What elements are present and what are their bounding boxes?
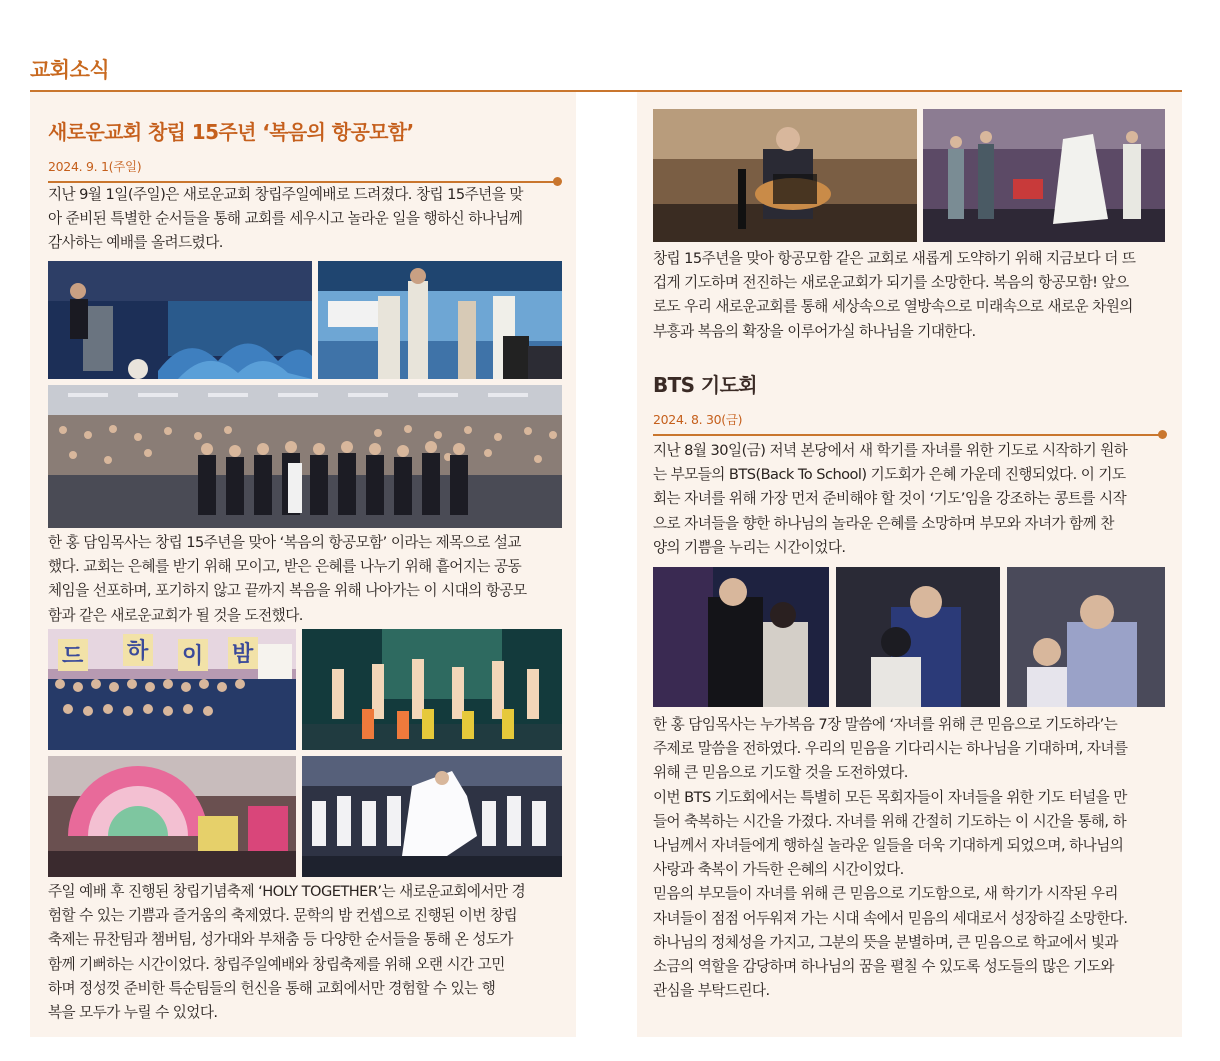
photo-skit-performers — [318, 261, 562, 379]
svg-text:이: 이 — [182, 644, 204, 669]
article-paragraph: 창립 15주년을 맞아 항공모함 같은 교회로 새롭게 도약하기 위해 지금보다 더 뜨 겁게 기도하며 전진하는 새로운교회가 되기를 소망한다. 복음의 항공모함! 앞으 로도 우리 새로운교회를 통해 세상속으로 열방속으로 미래속으로 새로운 차원의 부흥과 복음의 확장을 이루어가실 하나님을 기대한다. — [653, 250, 1136, 340]
article-title: 새로운교회 창립 15주년 ‘복음의 항공모함’ — [48, 120, 414, 144]
article-date-line — [653, 410, 1167, 432]
svg-text:드: 드 — [62, 644, 84, 669]
photo-skit-stage — [923, 109, 1165, 242]
photo-fan-dance — [48, 756, 296, 877]
article-paragraph: 한 홍 담임목사는 창립 15주년을 맞아 ‘복음의 항공모함’ 이라는 제목으로 설교 했다. 교회는 은혜를 받기 위해 모이고, 받은 은혜를 나누기 위해 흩어지는 공동 체임을 선포하며, 포기하지 않고 끝까지 복음을 위해 나아가는 이 시대의 항공모 함과 같은 새로운교회가 될 것을 도전했다. — [48, 534, 527, 624]
photo-prayer-mother — [1007, 567, 1165, 707]
article-title: BTS 기도회 — [653, 373, 758, 397]
photo-solo-dancer — [302, 756, 562, 877]
section-label: 교회소식 — [30, 58, 110, 82]
photo-prayer-parent-hug — [836, 567, 1000, 707]
photo-pastor-pulpit — [48, 261, 312, 379]
photo-prayer-pastor — [653, 567, 829, 707]
photo-choir-signs — [48, 629, 296, 750]
svg-text:밤: 밤 — [232, 642, 254, 667]
article-date-line — [48, 157, 562, 179]
date-rule-dot — [1158, 430, 1167, 439]
article-paragraph: 주일 예배 후 진행된 창립기념축제 ‘HOLY TOGETHER’는 새로운교회에서만 경 험할 수 있는 기쁨과 즐거움의 축제였다. 문학의 밤 컨셉으로 진행된 이번 창립 축제는 뮤찬팀과 챔버팀, 성가대와 부채춤 등 다양한 순서들을 통해 온 성도가 함께 기뻐하는 시간이었다. 창립주일예배와 창립축제를 위해 오랜 시간 고민 하며 정성껏 준비한 특순팀들의 헌신을 통해 교회에서만 경험할 수 있는 행 복을 모두가 누릴 수 있었다. — [48, 883, 526, 1022]
svg-text:하: 하 — [127, 639, 149, 664]
photo-pastor-guitar — [653, 109, 917, 242]
photo-dance-performance — [302, 629, 562, 750]
photo-congregation-group — [48, 385, 562, 528]
article-paragraph: 한 홍 담임목사는 누가복음 7장 말씀에 ‘자녀를 위해 큰 믿음으로 기도하라’는 주제로 말씀을 전하였다. 우리의 믿음을 기다리시는 하나님을 기대하며, 자녀를 위해 큰 믿음으로 기도할 것을 도전하였다. 이번 BTS 기도회에서는 특별히 모든 목회자들이 자녀들을 위한 기도 터널을 만 들어 축복하는 시간을 가졌다. 자녀를 위해 간절히 기도하는 이 시간을 통해, 하 나님께서 자녀들에게 행하실 놀라운 일들을 더욱 기대하게 되었으며, 하나님의 사랑과 축복이 가득한 은혜의 시간이었다. 믿음의 부모들이 자녀를 위해 큰 믿음으로 기도함으로, 새 학기가 시작된 우리 자녀들이 점점 어두워져 가는 시대 속에서 믿음의 세대로서 성장하길 소망한다. 하나님의 정체성을 가지고, 그분의 뜻을 분별하며, 큰 믿음으로 학교에서 빛과 소금의 역할을 감당하며 하나님의 꿈을 펼칠 수 있도록 성도들의 많은 기도와 관심을 부탁드린다. — [653, 716, 1128, 1000]
date-rule — [653, 434, 1161, 436]
article-paragraph: 지난 9월 1일(주일)은 새로운교회 창립주일예배로 드려졌다. 창립 15주년을 맞 아 준비된 특별한 순서들을 통해 교회를 세우시고 놀라운 일을 행하신 하나님께 감사하는 예배를 올려드렸다. — [48, 186, 523, 252]
article-date: 2024. 9. 1(주일) — [48, 159, 142, 174]
article-date: 2024. 8. 30(금) — [653, 412, 743, 427]
article-paragraph: 지난 8월 30일(금) 저녁 본당에서 새 학기를 자녀를 위한 기도로 시작하기 원하 는 부모들의 BTS(Back To School) 기도회가 은혜 가운데 진행되었다. 이 기도 회는 자녀를 위해 가장 먼저 준비해야 할 것이 ‘기도’임을 강조하는 콩트를 시작 으로 자녀들을 향한 하나님의 놀라운 은혜를 소망하며 부모와 자녀가 함께 찬 양의 기쁨을 누리는 시간이었다. — [653, 442, 1128, 556]
